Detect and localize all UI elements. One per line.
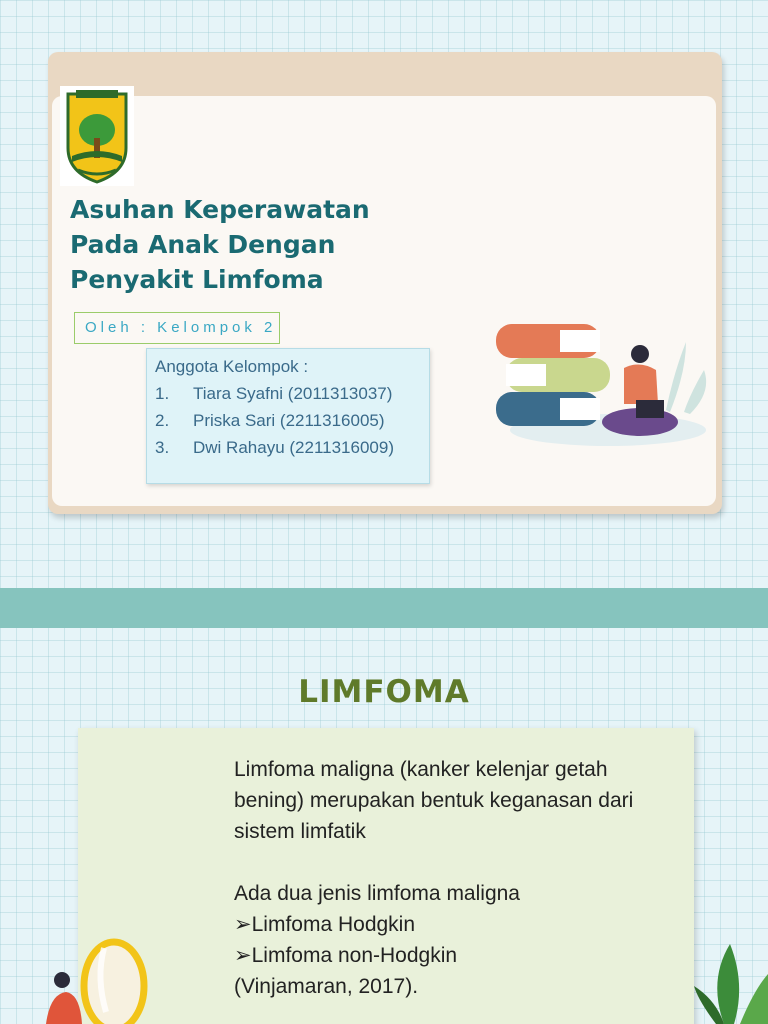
members-list (155, 380, 429, 461)
plant-leaves-icon (694, 940, 768, 1024)
type-label: Limfoma Hodgkin (251, 913, 416, 936)
member-name: Tiara Syafni (2011313037) (193, 384, 393, 403)
group-label: Oleh : Kelompok 2 (74, 312, 280, 344)
member-item (155, 434, 429, 461)
section-title: LIMFOMA (298, 674, 470, 710)
member-name: Priska Sari (2211316005) (193, 411, 385, 430)
cover-title-line: Pada Anak Dengan (70, 230, 336, 259)
cover-title (70, 192, 430, 297)
member-number: 1. (155, 384, 170, 403)
types-intro: Ada dua jenis limfoma maligna (234, 882, 520, 905)
member-item (155, 407, 429, 434)
type-item (234, 909, 654, 940)
cover-title-line: Asuhan Keperawatan (70, 195, 370, 224)
magnifying-person-icon (36, 928, 156, 1024)
member-number: 3. (155, 438, 170, 457)
content-text (234, 754, 654, 1002)
member-item (155, 380, 429, 407)
members-box (146, 348, 430, 484)
citation: (Vinjamaran, 2017). (234, 975, 419, 998)
member-number: 2. (155, 411, 170, 430)
member-name: Dwi Rahayu (2211316009) (193, 438, 394, 457)
books-reading-person-icon (490, 312, 710, 452)
university-emblem-icon (60, 86, 134, 186)
section-divider-band (0, 588, 768, 628)
definition-paragraph: Limfoma maligna (kanker kelenjar getah bening) merupakan bentuk keganasan dari sistem limfatik (234, 758, 634, 843)
cover-title-line: Penyakit Limfoma (70, 265, 324, 294)
members-heading: Anggota Kelompok : (155, 357, 309, 376)
type-item (234, 940, 654, 971)
type-label: Limfoma non-Hodgkin (251, 944, 458, 967)
